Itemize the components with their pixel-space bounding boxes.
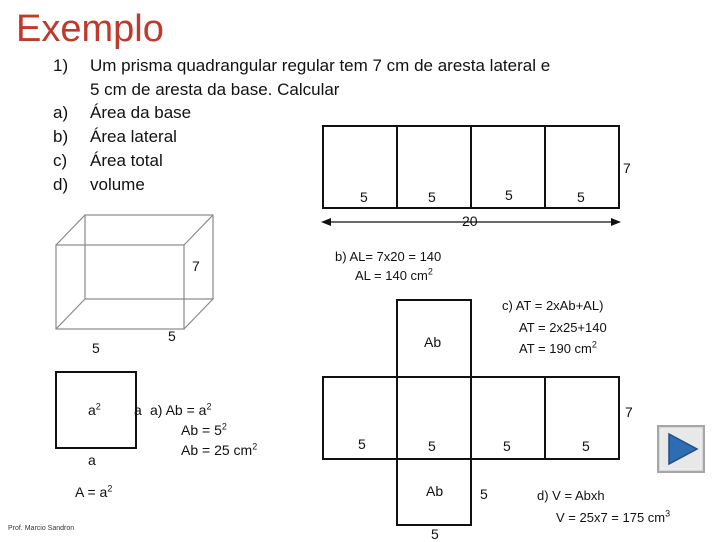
item-b-text: Área lateral — [90, 127, 177, 146]
item-b-marker: b) — [53, 127, 69, 146]
lateral-width-label-2: 5 — [428, 189, 436, 205]
item-a-marker: a) — [53, 103, 69, 122]
cube-wireframe — [56, 215, 213, 329]
lateral-width-label-1: 5 — [360, 189, 368, 205]
item-d-text: volume — [90, 175, 145, 194]
slide-title: Exemplo — [16, 8, 164, 50]
item-d-marker: d) — [53, 175, 69, 194]
lateral-height-label: 7 — [623, 160, 631, 176]
item-a-text: Área da base — [90, 103, 192, 122]
cube-width-label: 5 — [92, 340, 100, 356]
cube-height-label: 7 — [192, 258, 200, 274]
part-a-line-3: Ab = 25 $cm^2$ — [181, 441, 258, 458]
item-c-marker: c) — [53, 151, 68, 170]
part-d-line-1: d) V = Abxh — [537, 488, 605, 503]
problem-line-1: Um prisma quadrangular regular tem 7 cm de aresta lateral e — [90, 56, 551, 75]
play-next-icon — [657, 425, 705, 473]
part-c-line-1: c) AT = 2xAb+AL) — [502, 298, 604, 313]
part-d-line-2: V = 25x7 = 175 $cm^3$ — [556, 508, 671, 525]
net-height-label: 7 — [625, 404, 633, 420]
problem-line-2: 5 cm de aresta da base. Calcular — [90, 80, 340, 99]
net-width-label-3: 5 — [503, 438, 511, 454]
square-formula: $A = a^2$ — [75, 483, 113, 500]
cube-depth-label: 5 — [168, 328, 176, 344]
square-area-label: $a^2$ — [88, 401, 101, 418]
part-c-line-2: AT = 2x25+140 — [519, 320, 607, 335]
lateral-total-label: 20 — [462, 213, 478, 229]
part-a-marker: a — [134, 402, 142, 418]
item-c-text: Área total — [90, 151, 163, 170]
next-slide-button[interactable] — [657, 425, 705, 473]
net-width-label-2: 5 — [428, 438, 436, 454]
part-b-line-2: AL = 140 $cm^2$ — [355, 266, 433, 283]
problem-number: 1) — [53, 56, 69, 75]
part-b-line-1: b) AL= 7x20 = 140 — [335, 249, 442, 264]
net-bottom-side-label: 5 — [431, 526, 439, 542]
part-a-line-2: $Ab = 5^2$ — [181, 421, 227, 438]
square-side-label: a — [88, 452, 96, 468]
net-width-label-4: 5 — [582, 438, 590, 454]
author-credit: Prof. Marcio Sandron — [8, 525, 75, 532]
net-bottom-base-label: Ab — [426, 483, 444, 499]
part-a-line-1: a) $Ab = a^2$ — [150, 401, 212, 418]
net-width-label-1: 5 — [358, 436, 366, 452]
lateral-width-label-4: 5 — [577, 189, 585, 205]
part-c-line-3: AT = 190 $cm^2$ — [519, 339, 597, 356]
net-bottom-right-label: 5 — [480, 486, 488, 502]
net-top-base-label: Ab — [424, 334, 442, 350]
lateral-width-label-3: 5 — [505, 187, 513, 203]
